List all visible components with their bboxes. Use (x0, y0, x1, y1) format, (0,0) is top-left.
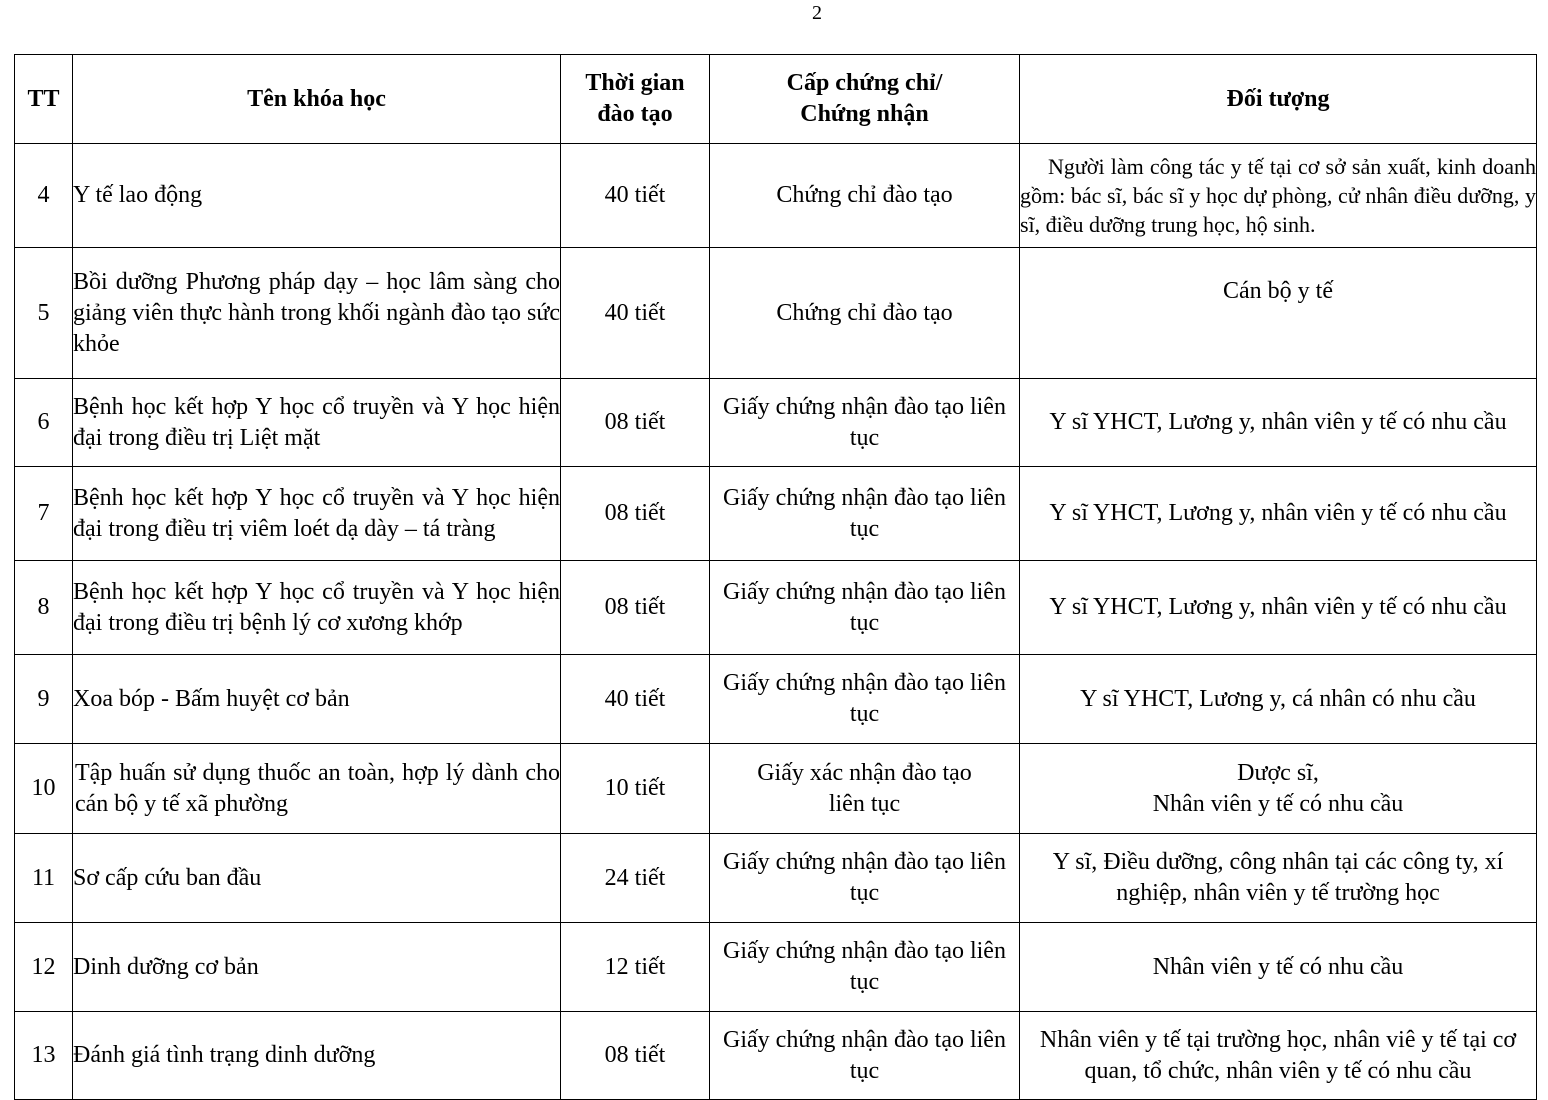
target-audience (1020, 744, 1537, 834)
certificate: Giấy chứng nhận đào tạo liên tục (710, 467, 1020, 561)
header-certificate: Cấp chứng chỉ/ Chứng nhận (710, 55, 1020, 144)
row-number: 6 (15, 379, 73, 467)
row-number: 8 (15, 561, 73, 655)
certificate: Chứng chỉ đào tạo (710, 248, 1020, 379)
certificate: Giấy chứng nhận đào tạo liên tục (710, 834, 1020, 923)
course-name: Bồi dưỡng Phương pháp dạy – học lâm sàng cho giảng viên thực hành trong khối ngành đào tạo sức khỏe (73, 248, 561, 379)
course-name: Sơ cấp cứu ban đầu (73, 834, 561, 923)
target-audience: Nhân viên y tế tại trường học, nhân viê y tế tại cơ quan, tổ chức, nhân viên y tế có nhu cầu (1020, 1012, 1537, 1100)
target-audience: Y sĩ, Điều dưỡng, công nhân tại các công ty, xí nghiệp, nhân viên y tế trường học (1020, 834, 1537, 923)
certificate: Giấy chứng nhận đào tạo liên tục (710, 655, 1020, 744)
header-course-name: Tên khóa học (73, 55, 561, 144)
course-table (14, 54, 1537, 1100)
course-name: Dinh dưỡng cơ bản (73, 923, 561, 1012)
certificate: Giấy chứng nhận đào tạo liên tục (710, 379, 1020, 467)
course-name: Đánh giá tình trạng dinh dưỡng (73, 1012, 561, 1100)
header-target: Đối tượng (1020, 55, 1537, 144)
training-time: 08 tiết (561, 1012, 710, 1100)
course-name: Xoa bóp - Bấm huyệt cơ bản (73, 655, 561, 744)
header-tt: TT (15, 55, 73, 144)
table-row (15, 144, 1537, 248)
training-time: 40 tiết (561, 144, 710, 248)
course-name: Y tế lao động (73, 144, 561, 248)
training-time: 08 tiết (561, 561, 710, 655)
training-time: 40 tiết (561, 248, 710, 379)
course-name: Bệnh học kết hợp Y học cổ truyền và Y học hiện đại trong điều trị bệnh lý cơ xương khớp (73, 561, 561, 655)
table-row (15, 744, 1537, 834)
course-name: Bệnh học kết hợp Y học cổ truyền và Y học hiện đại trong điều trị Liệt mặt (73, 379, 561, 467)
course-name: Tập huấn sử dụng thuốc an toàn, hợp lý dành cho cán bộ y tế xã phường (73, 744, 561, 834)
table-row (15, 467, 1537, 561)
course-name: Bệnh học kết hợp Y học cổ truyền và Y học hiện đại trong điều trị viêm loét dạ dày – tá tràng (73, 467, 561, 561)
table-row (15, 1012, 1537, 1100)
table-row (15, 834, 1537, 923)
target-audience: Người làm công tác y tế tại cơ sở sản xuất, kinh doanh gồm: bác sĩ, bác sĩ y học dự phòng, cử nhân điều dưỡng, y sĩ, điều dưỡng trung học, hộ sinh. (1020, 144, 1537, 248)
target-audience-line: Nhân viên y tế có nhu cầu (1152, 790, 1404, 817)
certificate: Giấy chứng nhận đào tạo liên tục (710, 1012, 1020, 1100)
row-number: 13 (15, 1012, 73, 1100)
target-audience: Y sĩ YHCT, Lương y, cá nhân có nhu cầu (1020, 655, 1537, 744)
target-audience: Nhân viên y tế có nhu cầu (1020, 923, 1537, 1012)
target-audience: Y sĩ YHCT, Lương y, nhân viên y tế có nhu cầu (1020, 379, 1537, 467)
training-time: 40 tiết (561, 655, 710, 744)
table-row (15, 248, 1537, 379)
certificate: Giấy chứng nhận đào tạo liên tục (710, 923, 1020, 1012)
row-number: 7 (15, 467, 73, 561)
target-audience: Cán bộ y tế (1020, 248, 1537, 379)
table-row (15, 561, 1537, 655)
row-number: 9 (15, 655, 73, 744)
table-header-row (15, 55, 1537, 144)
row-number: 12 (15, 923, 73, 1012)
target-audience: Y sĩ YHCT, Lương y, nhân viên y tế có nhu cầu (1020, 561, 1537, 655)
certificate: Giấy xác nhận đào tạo liên tục (710, 744, 1020, 834)
page-number: 2 (812, 2, 822, 24)
table-row (15, 655, 1537, 744)
target-audience: Y sĩ YHCT, Lương y, nhân viên y tế có nhu cầu (1020, 467, 1537, 561)
certificate: Giấy chứng nhận đào tạo liên tục (710, 561, 1020, 655)
training-time: 08 tiết (561, 467, 710, 561)
table-row (15, 379, 1537, 467)
training-time: 12 tiết (561, 923, 710, 1012)
target-audience-line: Dược sĩ, (1237, 759, 1319, 786)
header-training-time: Thời gian đào tạo (561, 55, 710, 144)
row-number: 10 (15, 744, 73, 834)
row-number: 11 (15, 834, 73, 923)
row-number: 5 (15, 248, 73, 379)
training-time: 24 tiết (561, 834, 710, 923)
certificate: Chứng chỉ đào tạo (710, 144, 1020, 248)
training-time: 08 tiết (561, 379, 710, 467)
table-row (15, 923, 1537, 1012)
training-time: 10 tiết (561, 744, 710, 834)
row-number: 4 (15, 144, 73, 248)
